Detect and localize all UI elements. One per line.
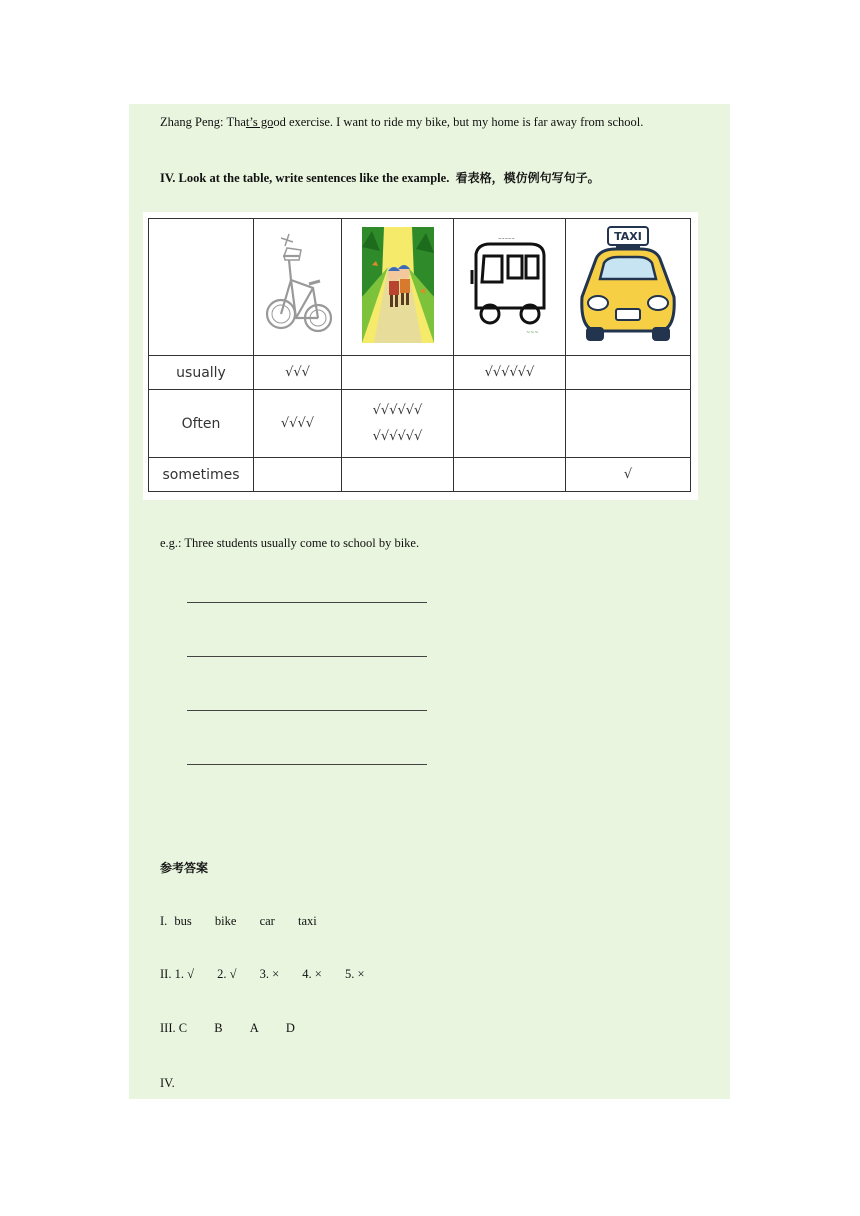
row-label-usually: usually: [149, 356, 254, 390]
bike-icon: [263, 226, 333, 344]
answer-item: 2. √: [217, 967, 237, 981]
answer-item: bus: [174, 914, 192, 928]
answer-item: C: [178, 1021, 188, 1035]
table-corner-cell: [149, 219, 254, 356]
speaker: Zhang Peng:: [160, 115, 224, 129]
part-2-number: II.: [160, 967, 172, 981]
svg-text:~~~~~: ~~~~~: [497, 236, 515, 241]
table-row: [149, 356, 691, 390]
table-header-row: [149, 219, 691, 356]
cell-often-bus: [454, 390, 566, 458]
svg-text:~~~: ~~~: [525, 330, 539, 336]
cell-usually-taxi: [566, 356, 691, 390]
answer-item: B: [214, 1021, 223, 1035]
bike-cell: [254, 219, 342, 356]
answer-line-2[interactable]: [187, 656, 427, 657]
answer-item: bike: [214, 914, 237, 928]
walking-cell: [342, 219, 454, 356]
cell-sometimes-walk: [342, 458, 454, 492]
answer-part-4: IV.: [160, 1076, 175, 1090]
cell-often-bike: √√√√: [254, 390, 342, 458]
table-row: [149, 390, 691, 458]
taxi-icon: [576, 223, 680, 347]
bus-icon: [468, 226, 552, 344]
answer-part-2: [160, 967, 365, 982]
transport-table-wrapper: [143, 212, 698, 500]
answer-item: D: [285, 1021, 295, 1035]
transport-table: [148, 218, 691, 492]
cell-sometimes-taxi: √: [566, 458, 691, 492]
answer-line-3[interactable]: [187, 710, 427, 711]
example-sentence: e.g.: Three students usually come to school by bike.: [160, 536, 420, 550]
answer-item: car: [259, 914, 275, 928]
bus-cell: [454, 219, 566, 356]
section-4-heading: [160, 169, 600, 186]
row-label-often: Often: [149, 390, 254, 458]
cell-usually-bike: √√√: [254, 356, 342, 390]
answer-item: A: [249, 1021, 259, 1035]
dialogue-underlined: t’s go: [245, 115, 274, 129]
taxi-cell: [566, 219, 691, 356]
cell-usually-walk: [342, 356, 454, 390]
answer-line-1[interactable]: [187, 602, 427, 603]
cell-usually-bus: √√√√√√: [454, 356, 566, 390]
answer-line-4[interactable]: [187, 764, 427, 765]
section-4-title: IV. Look at the table, write sentences like the example.: [160, 171, 450, 185]
answer-item: 4. ×: [302, 967, 322, 981]
cell-sometimes-bike: [254, 458, 342, 492]
section-4-title-cn: 看表格，模仿例句写句子。: [455, 171, 600, 185]
answer-part-1: [160, 914, 317, 929]
cell-often-walk: √√√√√√ √√√√√√: [342, 390, 454, 458]
dialogue-text-post: od exercise. I want to ride my bike, but my home is far away from school.: [273, 115, 644, 129]
answers-heading: 参考答案: [160, 861, 209, 875]
answer-item: 5. ×: [344, 967, 365, 981]
answer-item: 3. ×: [259, 967, 280, 981]
part-3-number: III.: [160, 1021, 176, 1035]
row-label-sometimes: sometimes: [149, 458, 254, 492]
cell-sometimes-bus: [454, 458, 566, 492]
table-row: [149, 458, 691, 492]
answer-item: taxi: [297, 914, 317, 928]
answer-item: 1. √: [174, 967, 194, 981]
cell-often-taxi: [566, 390, 691, 458]
answer-part-3: [160, 1021, 295, 1036]
part-1-number: I.: [160, 914, 168, 928]
dialogue-line: [160, 115, 643, 130]
taxi-sign-text: TAXI: [614, 230, 642, 243]
dialogue-text-pre: Tha: [223, 115, 246, 129]
walking-children-picture: [362, 227, 434, 343]
